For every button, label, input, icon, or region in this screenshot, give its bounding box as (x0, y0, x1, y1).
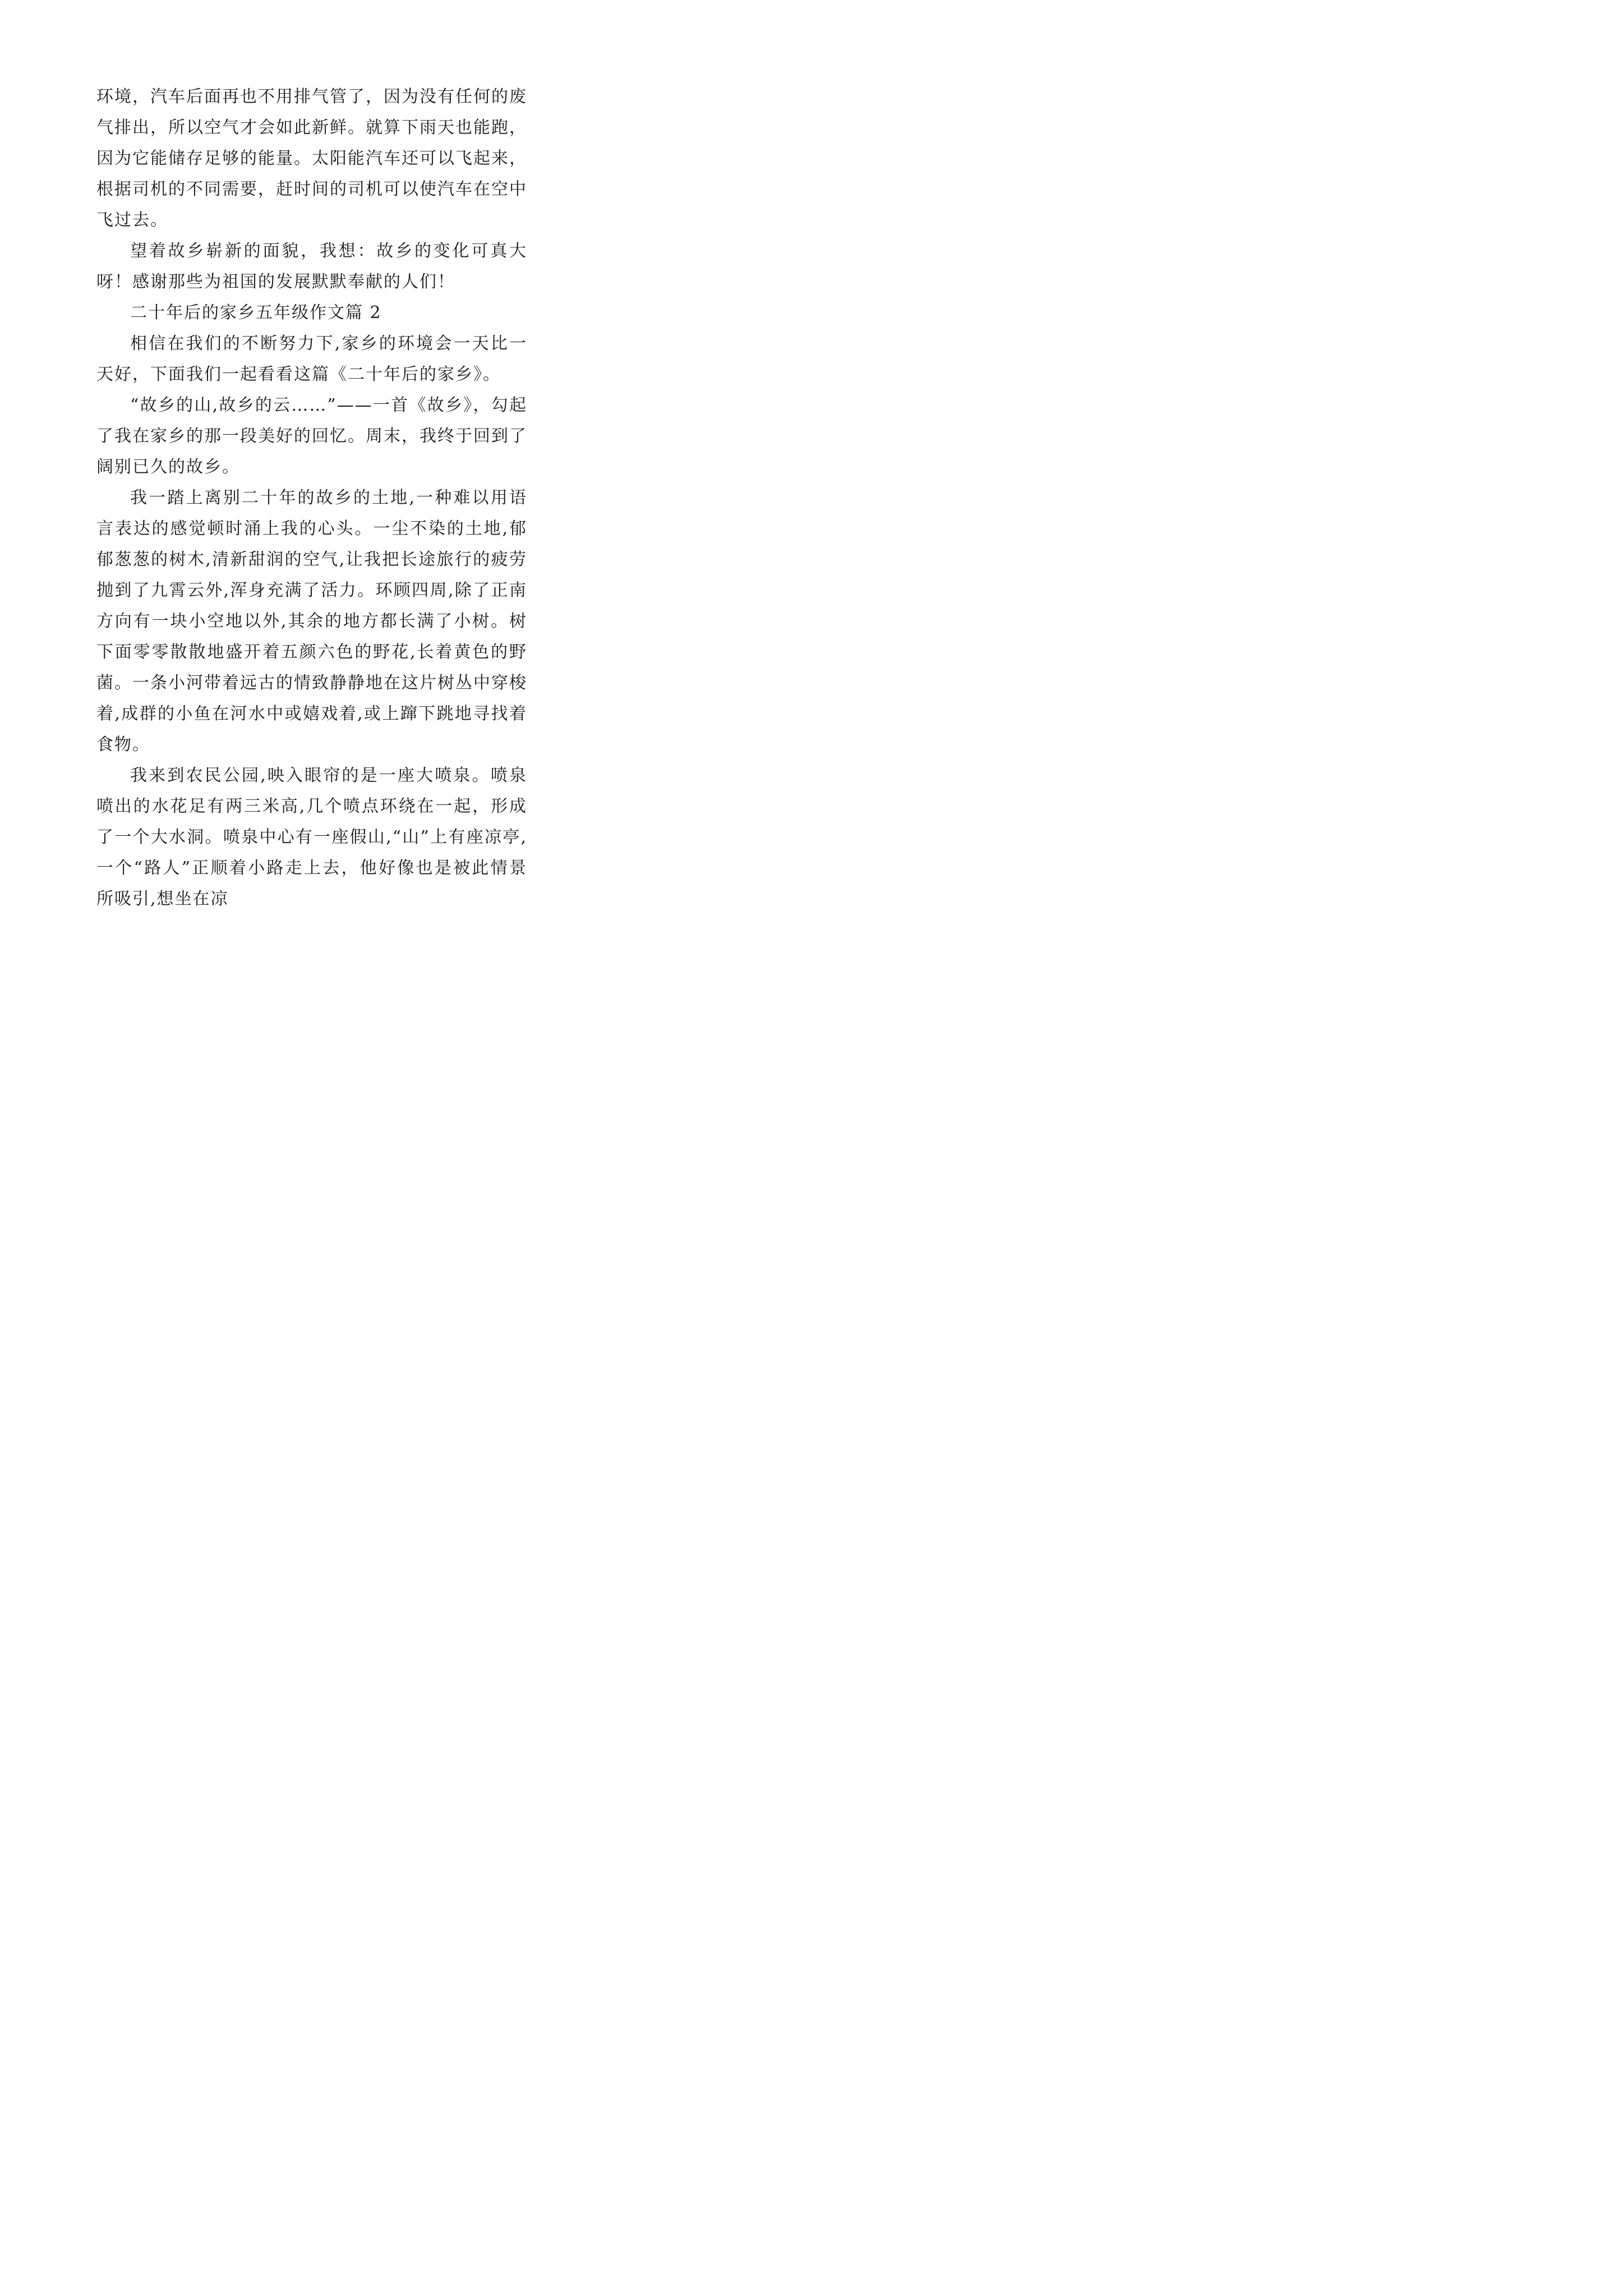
paragraph-park-fountain: 我来到农民公园,映入眼帘的是一座大喷泉。喷泉喷出的水花足有两三米高,几个喷点环绕在一起，形成了一个大水洞。喷泉中心有一座假山,“山”上有座凉亭,一个“路人”正顺着小路走上去，他好像也是被此情景所吸引,想坐在凉 (96, 766, 527, 909)
paragraph-conclusion: 望着故乡崭新的面貌，我想：故乡的变化可真大呀！感谢那些为祖国的发展默默奉献的人们！ (96, 241, 527, 292)
document-page (0, 0, 619, 909)
paragraph-homeland-scene: 我一踏上离别二十年的故乡的土地,一种难以用语言表达的感觉顿时涌上我的心头。一尘不染的土地,郁郁葱葱的树木,清新甜润的空气,让我把长途旅行的疲劳抛到了九霄云外,浑身充满了活力。环顾四周,除了正南方向有一块小空地以外,其余的地方都长满了小树。树下面零零散散地盛开着五颜六色的野花,长着黄色的野菌。一条小河带着远古的情致静静地在这片树丛中穿梭着,成群的小鱼在河水中或嬉戏着,或上蹿下跳地寻找着食物。 (96, 488, 527, 754)
paragraph-continued: 环境，汽车后面再也不用排气管了，因为没有任何的废气排出，所以空气才会如此新鲜。就算下雨天也能跑，因为它能储存足够的能量。太阳能汽车还可以飞起来，根据司机的不同需要，赶时间的司机可以使汽车在空中飞过去。 (96, 87, 527, 230)
paragraph-intro: 相信在我们的不断努力下,家乡的环境会一天比一天好，下面我们一起看看这篇《二十年后的家乡》。 (96, 334, 527, 384)
section-heading: 二十年后的家乡五年级作文篇 2 (130, 303, 382, 323)
paragraph-song-quote: “故乡的山,故乡的云……”——一首《故乡》，勾起了我在家乡的那一段美好的回忆。周末，我终于回到了阔别已久的故乡。 (96, 395, 527, 477)
document-body (96, 81, 527, 914)
